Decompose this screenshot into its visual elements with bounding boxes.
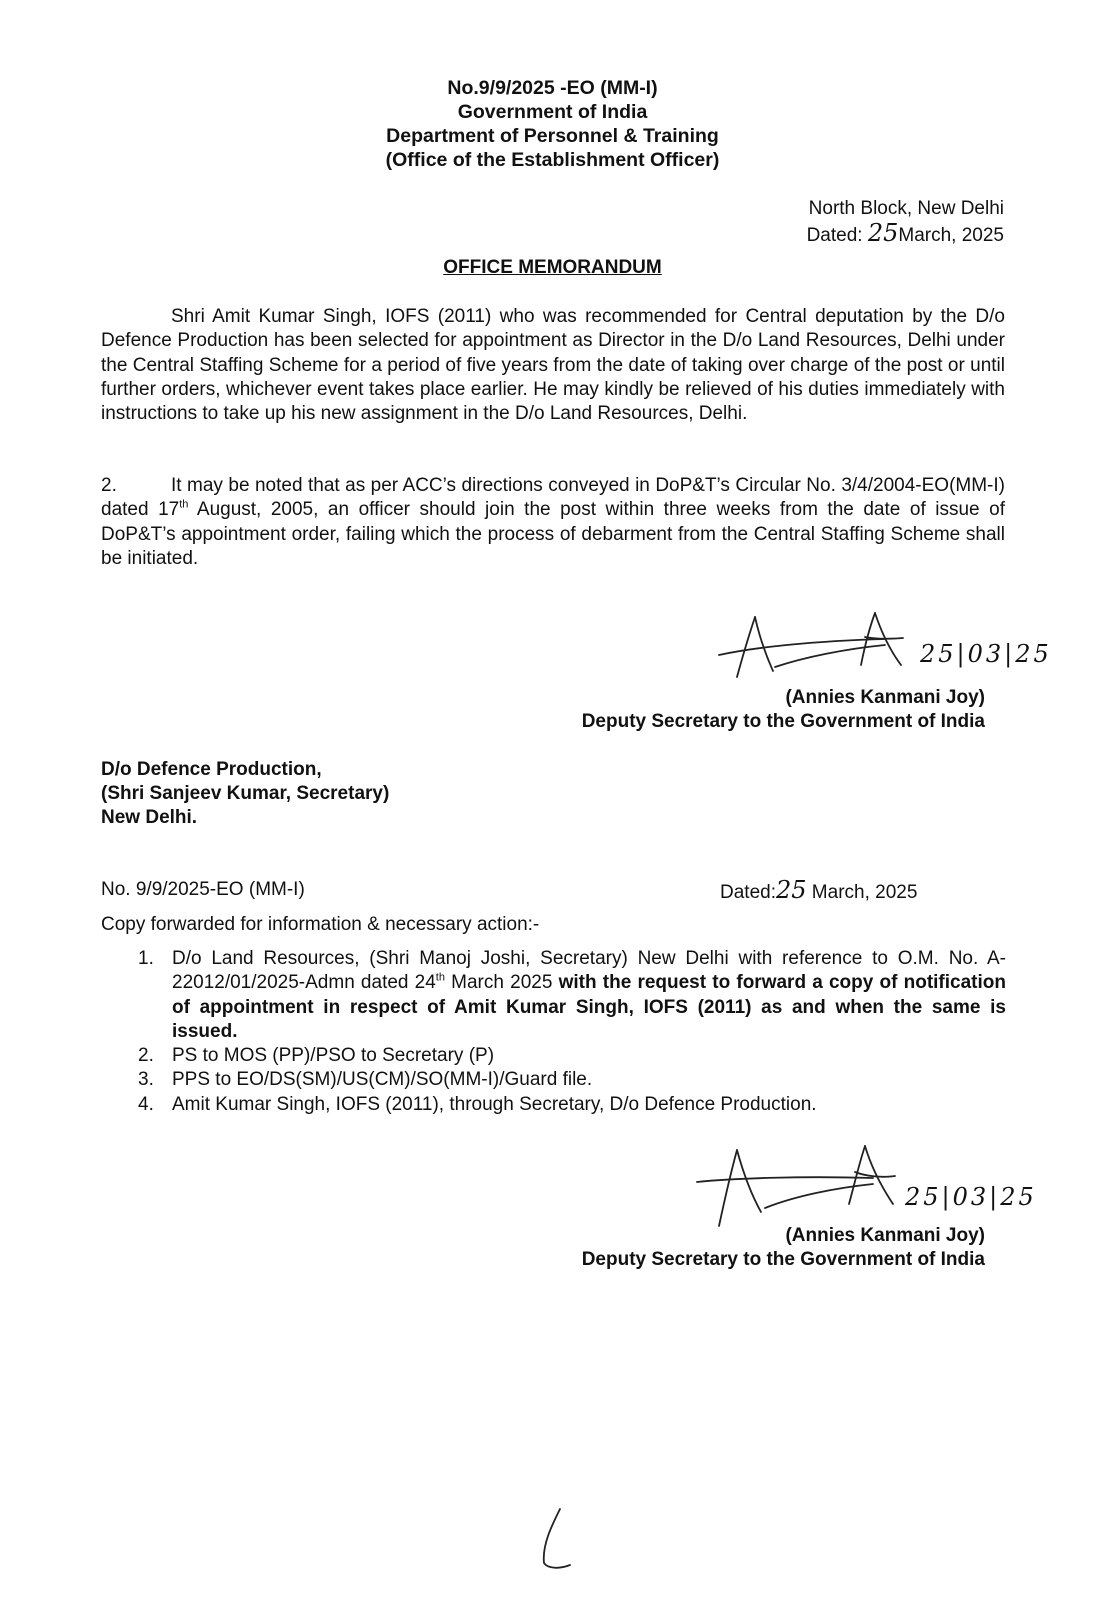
addressee-line-3: New Delhi. bbox=[101, 807, 198, 828]
signatory-name-2: (Annies Kanmani Joy) bbox=[785, 1225, 985, 1246]
paragraph-2-part1: It may be noted that as per ACC’s directions conveyed in DoP&T’s Circular No. 3/4/2004-EO(MM-I) dated 17 bbox=[101, 475, 1005, 521]
office-name: (Office of the Establishment Officer) bbox=[385, 149, 720, 171]
signatory-designation-1: Deputy Secretary to the Government of India bbox=[581, 711, 985, 732]
paragraph-2 bbox=[101, 474, 1005, 571]
list-item: 4. Amit Kumar Singh, IOFS (2011), through Secretary, D/o Defence Production. bbox=[138, 1093, 817, 1115]
file-number: No.9/9/2025 -EO (MM-I) bbox=[447, 77, 658, 99]
signatory-designation-2: Deputy Secretary to the Government of India bbox=[581, 1249, 985, 1270]
copy-intro: Copy forwarded for information & necessary action:- bbox=[101, 914, 540, 935]
copy-dated-month-year: March, 2025 bbox=[806, 882, 918, 903]
list-item: 3. PPS to EO/DS(SM)/US(CM)/SO(MM-I)/Guard file. bbox=[138, 1069, 593, 1091]
place: North Block, New Delhi bbox=[808, 198, 1004, 219]
addressee-line-1: D/o Defence Production, bbox=[101, 759, 322, 780]
paragraph-2-number: 2. bbox=[101, 475, 117, 496]
signatory-name-1: (Annies Kanmani Joy) bbox=[785, 687, 985, 708]
paragraph-1 bbox=[101, 305, 1005, 426]
government-name: Government of India bbox=[457, 101, 648, 123]
copy-dated bbox=[720, 878, 917, 905]
dated-month-year: March, 2025 bbox=[898, 225, 1004, 246]
paragraph-1-text: Shri Amit Kumar Singh, IOFS (2011) who was recommended for Central deputation by the D/o Defence Production has been selected for appointment as Director in the D/o Land Resources, Delhi under the Central Staffing Scheme for a period of five years from the date of taking over charge of the post or until further orders, whichever event takes place earlier. He may kindly be relieved of his duties immediately with instructions to take up his new assignment in the D/o Land Resources, Delhi. bbox=[101, 306, 1005, 425]
dated-day-handwritten: 25 bbox=[867, 219, 899, 247]
memo-title-wrap bbox=[0, 257, 1105, 279]
list-item: 1. D/o Land Resources, (Shri Manoj Joshi, Secretary) New Delhi with reference to O.M. No. A-22012/01/2025-Admn dated 24th March 2025 with the request to forward a copy of notification of appointment in respect of Amit Kumar Singh, IOFS (2011) as and when the same is issued. bbox=[138, 948, 1006, 1042]
addressee-line-2: (Shri Sanjeev Kumar, Secretary) bbox=[101, 783, 390, 804]
memo-title: OFFICE MEMORANDUM bbox=[443, 257, 662, 278]
signature-1-date: 25|03|25 bbox=[920, 640, 1052, 668]
pen-mark-icon bbox=[530, 1505, 590, 1575]
copy-list bbox=[138, 947, 1006, 1117]
paragraph-2-sup: th bbox=[179, 498, 189, 511]
dated-label: Dated: bbox=[806, 225, 863, 246]
copy-file-number: No. 9/9/2025-EO (MM-I) bbox=[101, 879, 305, 900]
list-item: 2. PS to MOS (PP)/PSO to Secretary (P) bbox=[138, 1045, 495, 1067]
signature-2-date: 25|03|25 bbox=[905, 1183, 1037, 1211]
department-name: Department of Personnel & Training bbox=[386, 125, 719, 147]
copy-dated-day-handwritten: 25 bbox=[775, 876, 807, 904]
dated bbox=[604, 221, 1004, 248]
copy-dated-label: Dated: bbox=[720, 882, 776, 903]
paragraph-2-part2: August, 2005, an officer should join the post within three weeks from the date of issue of DoP&T’s appointment order, failing which the process of debarment from the Central Staffing Scheme shall be initiated. bbox=[101, 499, 1005, 569]
